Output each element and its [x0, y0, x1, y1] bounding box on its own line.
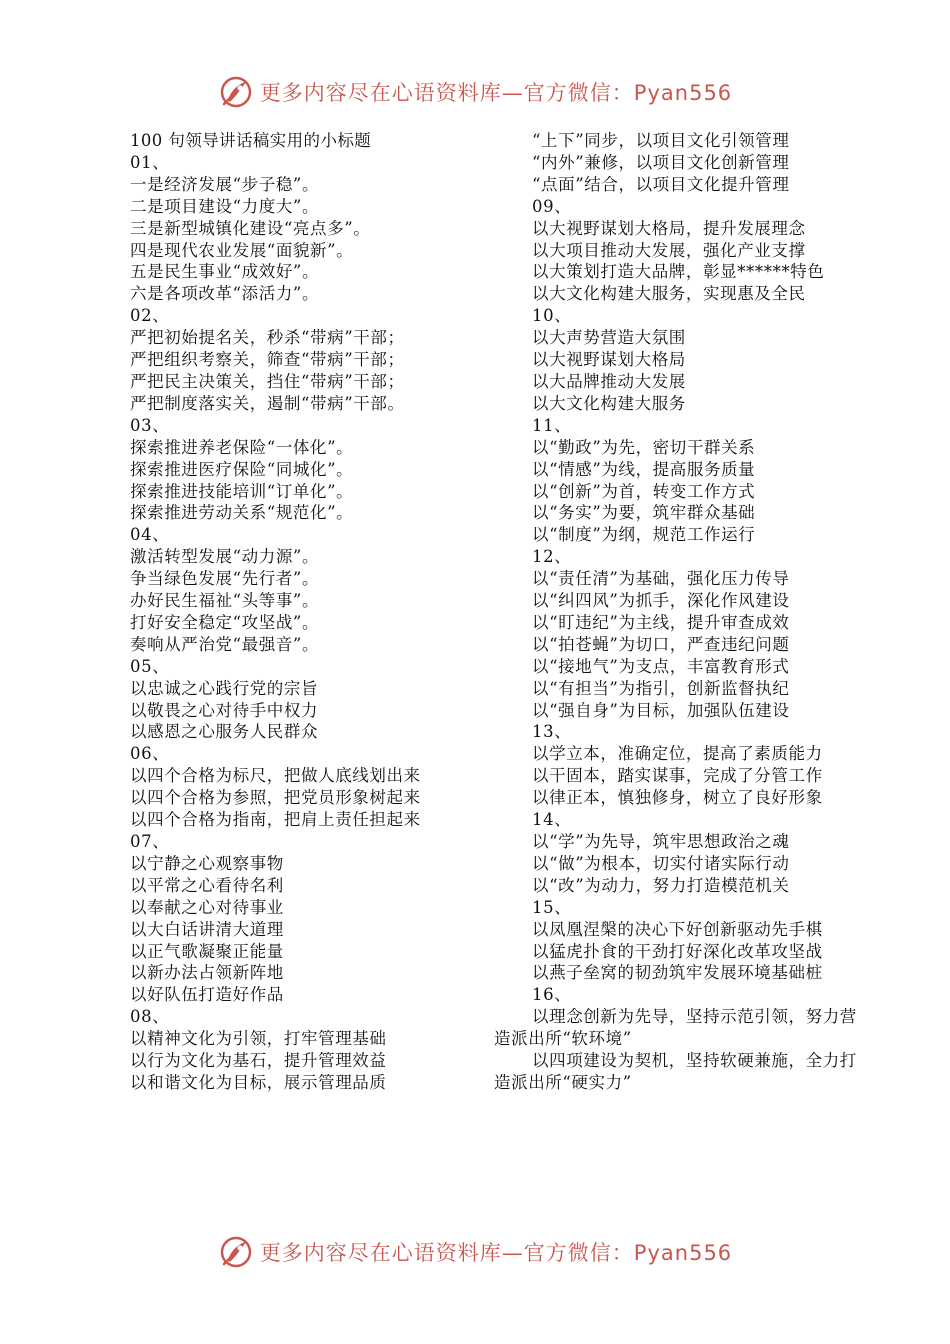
brand-logo-icon: [218, 1234, 254, 1270]
text-line: 以燕子垒窝的韧劲筑牢发展环境基础桩: [532, 963, 823, 983]
text-line: 以感恩之心服务人民群众: [130, 722, 319, 742]
text-line: 以“拍苍蝇”为切口，严查违纪问题: [532, 634, 790, 654]
section-heading: 01、: [130, 152, 170, 172]
text-line: 三是新型城镇化建设“亮点多”。: [130, 218, 371, 238]
text-line: 以“创新”为首，转变工作方式: [532, 481, 756, 501]
text-line: 以“务实”为要，筑牢群众基础: [532, 503, 756, 523]
document-title: 100 句领导讲话稿实用的小标题: [130, 131, 372, 150]
text-line: 以“制度”为纲，规范工作运行: [532, 525, 756, 545]
section-heading: 10、: [532, 306, 572, 326]
text-line: 办好民生福祉“头等事”。: [130, 591, 320, 611]
text-line: 以“盯违纪”为主线，提升审查成效: [532, 612, 790, 632]
text-line: 以大声势营造大氛围: [532, 328, 686, 348]
text-line: 五是民生事业“成效好”。: [130, 262, 320, 282]
text-line: 以大项目推动大发展，强化产业支撑: [532, 240, 806, 260]
section-heading: 04、: [130, 525, 170, 545]
text-line: 以大视野谋划大格局，提升发展理念: [532, 218, 806, 238]
text-line: 探索推进技能培训“订单化”。: [130, 481, 354, 501]
section-heading: 08、: [130, 1007, 170, 1027]
brand-logo-icon: [218, 74, 254, 110]
text-line: 以“有担当”为指引，创新监督执纪: [532, 678, 790, 698]
section-heading: 03、: [130, 415, 170, 435]
text-line: 以大文化构建大服务，实现惠及全民: [532, 284, 806, 304]
section-heading: 15、: [532, 897, 572, 917]
text-line: 以“学”为先导，筑牢思想政治之魂: [532, 832, 790, 851]
text-line: 以好队伍打造好作品: [130, 985, 284, 1005]
text-line: 以平常之心看待名利: [130, 875, 284, 895]
text-line: 以大白话讲清大道理: [130, 919, 284, 939]
text-line: 严把制度落实关，遏制“带病”干部。: [130, 393, 405, 413]
text-line: “上下”同步，以项目文化引领管理: [532, 131, 790, 150]
section-heading: 16、: [532, 985, 572, 1005]
text-line: 以学立本，准确定位，提高了素质能力: [532, 744, 823, 764]
text-line: 以“勤政”为先，密切干群关系: [532, 437, 756, 457]
section-heading: 02、: [130, 306, 170, 326]
watermark-text: 更多内容尽在心语资料库—官方微信：Pyan556: [259, 81, 733, 105]
text-line: 以正气歌凝聚正能量: [130, 941, 284, 961]
text-line: “点面”结合，以项目文化提升管理: [532, 174, 790, 194]
text-line: 探索推进劳动关系“规范化”。: [130, 503, 354, 523]
paragraph: 以理念创新为先导，坚持示范引领，努力营造派出所“软环境”: [494, 1007, 857, 1049]
text-line: 以“改”为动力，努力打造模范机关: [532, 875, 790, 895]
text-line: 以精神文化为引领，打牢管理基础: [130, 1029, 387, 1049]
header-watermark: [0, 72, 950, 112]
text-line: 严把组织考察关，筛查“带病”干部；: [130, 350, 405, 370]
text-line: 以四个合格为指南，把肩上责任担起来: [130, 810, 421, 830]
text-line: 以和谐文化为目标，展示管理品质: [130, 1072, 387, 1092]
text-line: 以大策划打造大品牌，彰显******特色: [532, 262, 825, 282]
text-line: 四是现代农业发展“面貌新”。: [130, 240, 354, 260]
text-line: 以四个合格为参照，把党员形象树起来: [130, 788, 421, 808]
section-heading: 14、: [532, 810, 572, 830]
text-line: 以奉献之心对待事业: [130, 897, 284, 917]
text-line: 以大品牌推动大发展: [532, 371, 686, 391]
text-line: 以“强自身”为目标，加强队伍建设: [532, 700, 790, 720]
text-line: 激活转型发展“动力源”。: [130, 547, 320, 567]
footer-watermark: [0, 1232, 950, 1272]
text-line: 以新办法占领新阵地: [130, 963, 284, 983]
text-line: 以敬畏之心对待手中权力: [130, 700, 319, 720]
paragraph: 以四项建设为契机，坚持软硬兼施，全力打造派出所“硬实力”: [494, 1051, 857, 1092]
right-column: [494, 130, 862, 1094]
left-column: [130, 130, 470, 1094]
section-heading: 12、: [532, 547, 572, 567]
text-line: 以律正本，慎独修身，树立了良好形象: [532, 788, 823, 808]
text-line: 以“做”为根本，切实付诸实际行动: [532, 853, 790, 873]
section-heading: 05、: [130, 656, 170, 676]
text-line: 以宁静之心观察事物: [130, 853, 284, 873]
text-line: 奏响从严治党“最强音”。: [130, 634, 320, 654]
text-line: 以猛虎扑食的干劲打好深化改革攻坚战: [532, 941, 823, 961]
text-line: 探索推进医疗保险“同城化”。: [130, 459, 354, 479]
text-line: 争当绿色发展“先行者”。: [130, 569, 320, 589]
text-line: 二是项目建设“力度大”。: [130, 196, 320, 216]
text-line: 以“责任清”为基础，强化压力传导: [532, 569, 790, 589]
section-heading: 11、: [532, 415, 572, 435]
text-line: 六是各项改革“添活力”。: [130, 284, 320, 304]
text-line: 严把民主决策关，挡住“带病”干部；: [130, 371, 405, 391]
watermark-text: 更多内容尽在心语资料库—官方微信：Pyan556: [259, 1241, 733, 1265]
text-line: 打好安全稳定“攻坚战”。: [130, 612, 320, 632]
text-line: 一是经济发展“步子稳”。: [130, 174, 320, 194]
section-heading: 07、: [130, 832, 170, 851]
text-line: 严把初始提名关，秒杀“带病”干部；: [130, 328, 405, 348]
text-line: 以干固本，踏实谋事，完成了分管工作: [532, 766, 823, 786]
section-heading: 09、: [532, 196, 572, 216]
text-line: 以“情感”为线，提高服务质量: [532, 459, 756, 479]
text-line: 以“纠四风”为抓手，深化作风建设: [532, 591, 790, 611]
section-heading: 06、: [130, 744, 170, 764]
text-line: 以行为文化为基石，提升管理效益: [130, 1051, 387, 1071]
text-line: 以忠诚之心践行党的宗旨: [130, 678, 319, 698]
text-line: 以凤凰涅槃的决心下好创新驱动先手棋: [532, 919, 823, 939]
section-heading: 13、: [532, 722, 572, 742]
text-line: “内外”兼修，以项目文化创新管理: [532, 152, 790, 172]
text-line: 以“接地气”为支点，丰富教育形式: [532, 656, 790, 676]
text-line: 探索推进养老保险“一体化”。: [130, 437, 354, 457]
text-line: 以四个合格为标尺，把做人底线划出来: [130, 766, 421, 786]
text-line: 以大视野谋划大格局: [532, 350, 686, 370]
text-line: 以大文化构建大服务: [532, 393, 686, 413]
